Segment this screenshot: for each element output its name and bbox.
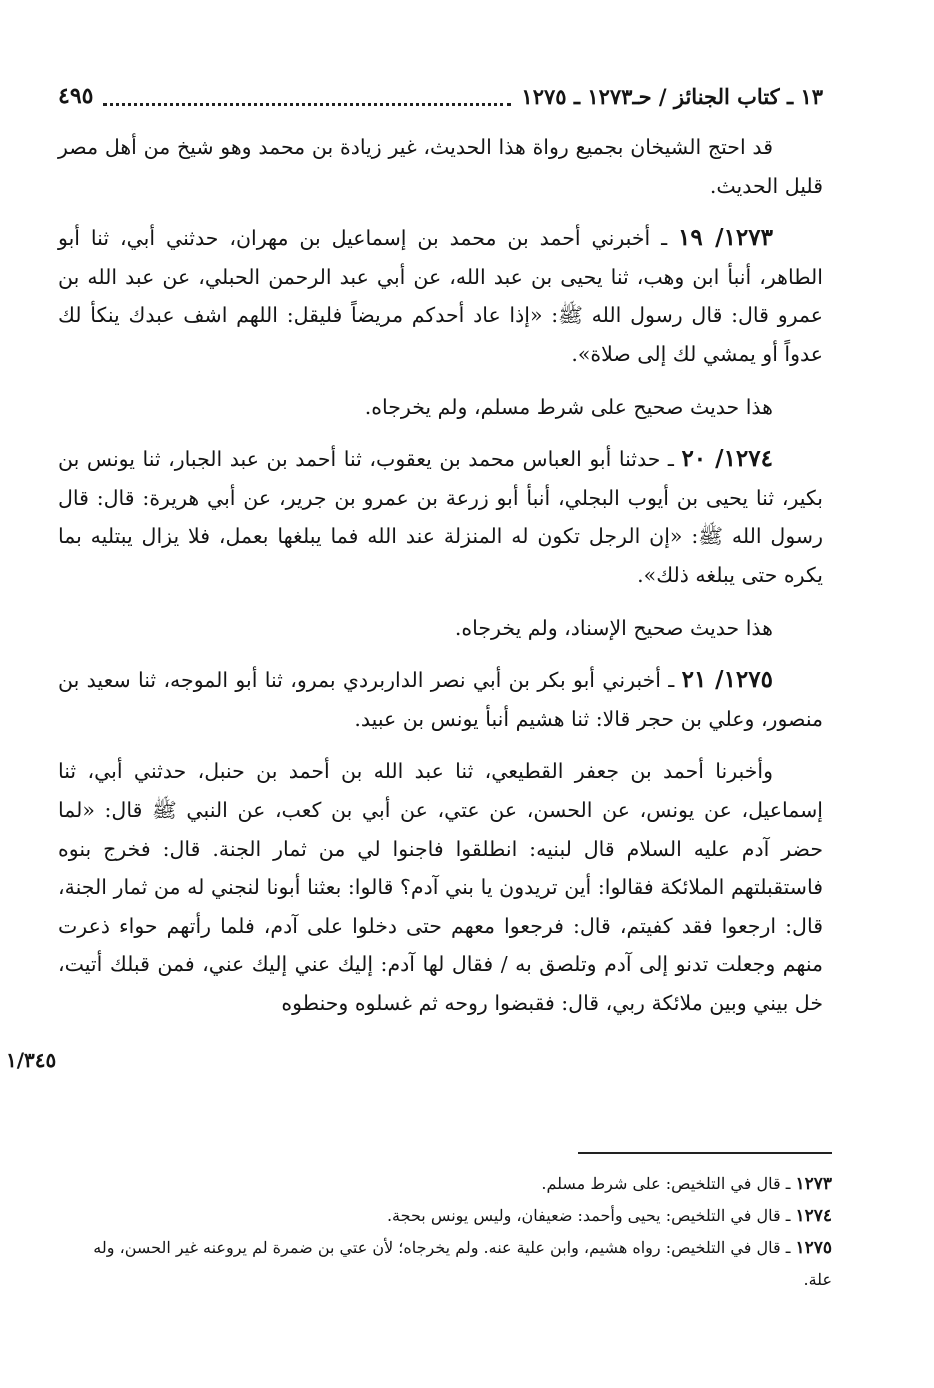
hadith-number: ١٢٧٤/ ٢٠ xyxy=(681,445,773,473)
footnote-text: ـ قال في التلخيص: على شرط مسلم. xyxy=(541,1174,796,1193)
hadith-1274 xyxy=(58,440,823,594)
page-header xyxy=(58,78,823,114)
hadith-1275 xyxy=(58,661,823,738)
paragraph-text: وأخبرنا أحمد بن جعفر القطيعي، ثنا عبد الله بن أحمد بن حنبل، حدثني أبي، ثنا إسماعيل، عن يونس، عن الحسن، عن عتي، عن أبي بن كعب، عن النبي ﷺ قال: «لما حضر آدم عليه السلام قال لبنيه: انطلقوا فاجنوا لي من ثمار الجنة. قال: فخرج بنوه فاستقبلتهم الملائكة فقالوا: أين تريدون يا بني آدم؟ قالوا: بعثنا أبونا لنجني له من ثمار الجنة، قال: ارجعوا فقد كفيتم، قال: فرجعوا معهم حتى دخلوا على آدم، فلما رأتهم حواء ذعرت منهم وجعلت تدنو إلى آدم وتلصق به / فقال لها آدم: إليك عني إليك عني، فمن قبلك أتيت، خل بيني وبين ملائكة ربي، قال: فقبضوا روحه ثم غسلوه وحنطوه xyxy=(58,759,823,1015)
footnote-text: ـ قال في التلخيص: رواه هشيم، وابن علية عنه. ولم يخرجاه؛ لأن عتي بن ضمرة لم يروعنه غير الحسن، وله علة. xyxy=(93,1238,832,1289)
paragraph xyxy=(58,128,823,205)
footnote-number: ١٢٧٣ xyxy=(795,1174,832,1194)
footnote-1274 xyxy=(70,1200,832,1232)
footnote-number: ١٢٧٤ xyxy=(795,1206,832,1226)
paragraph-text: ـ حدثنا أبو العباس محمد بن يعقوب، ثنا أحمد بن عبد الجبار، ثنا يونس بن بكير، ثنا يحيى بن أيوب البجلي، أنبأ أبو زرعة بن عمرو بن جرير، عن أبي هريرة: قال: قال رسول الله ﷺ: «إن الرجل تكون له المنزلة عند الله فما يبلغها بعمل، فلا يزال يبتليه بما يكره حتى يبلغه ذلك». xyxy=(58,447,823,587)
footnotes xyxy=(70,1168,832,1295)
footnote-rule xyxy=(578,1152,832,1154)
footnote-number: ١٢٧٥ xyxy=(795,1238,832,1258)
footnote-text: ـ قال في التلخيص: يحيى وأحمد: ضعيفان، وليس يونس بحجة. xyxy=(386,1206,796,1225)
running-head: ١٣ ـ كتاب الجنائز / حـ١٢٧٣ ـ ١٢٧٥ xyxy=(521,83,823,109)
paragraph xyxy=(58,609,823,648)
footnote-1275 xyxy=(70,1232,832,1295)
hadith-1273 xyxy=(58,219,823,373)
paragraph-text: ـ أخبرني أبو بكر بن أبي نصر الداربردي بمرو، ثنا أبو الموجه، ثنا سعيد بن منصور، وعلي بن حجر قالا: ثنا هشيم أنبأ يونس بن عبيد. xyxy=(58,668,823,731)
page-number: ٤٩٥ xyxy=(58,83,94,109)
paragraph xyxy=(58,752,823,1022)
paragraph-text: قد احتج الشيخان بجميع رواة هذا الحديث، غير زيادة بن محمد وهو شيخ من أهل مصر قليل الحديث. xyxy=(58,135,823,198)
hadith-number: ١٢٧٣/ ١٩ xyxy=(678,224,773,252)
main-text xyxy=(58,128,823,1036)
hadith-number: ١٢٧٥/ ٢١ xyxy=(681,666,773,694)
leader-dots xyxy=(103,87,511,106)
paragraph xyxy=(58,388,823,427)
paragraph-text: هذا حديث صحيح على شرط مسلم، ولم يخرجاه. xyxy=(364,394,773,419)
paragraph-text: ـ أخبرني أحمد بن محمد بن إسماعيل بن مهران، حدثني أبي، ثنا أبو الطاهر، أنبأ ابن وهب، ثنا يحيى بن عبد الله، عن أبي عبد الرحمن الحبلي، عن عبد الله بن عمرو قال: قال رسول الله ﷺ: «إذا عاد أحدكم مريضاً فليقل: اللهم اشف عبدك ينكأ لك عدواً أو يمشي لك إلى صلاة». xyxy=(58,226,823,366)
paragraph-text: هذا حديث صحيح الإسناد، ولم يخرجاه. xyxy=(454,615,773,640)
footnote-1273 xyxy=(70,1168,832,1200)
margin-reference: ١/٣٤٥ xyxy=(6,1048,57,1072)
